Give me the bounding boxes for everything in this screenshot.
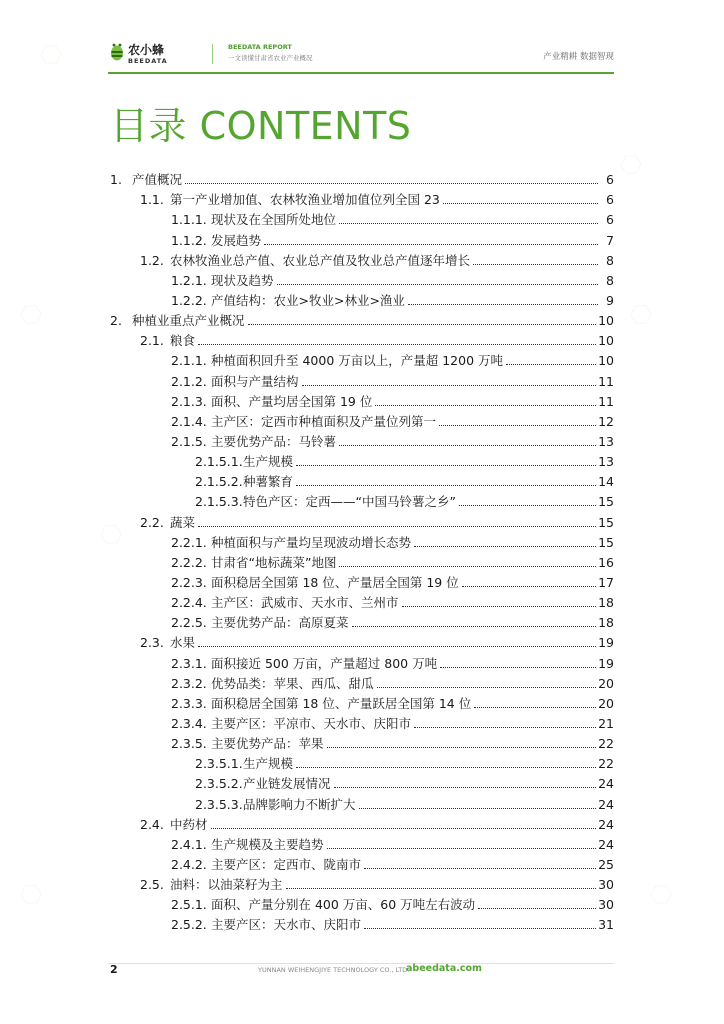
toc-dot-leader [339,223,598,224]
toc-entry-number: 2.1.3. [171,393,207,409]
toc-entry[interactable] [110,369,614,389]
toc-dot-leader [473,264,598,265]
toc-entry-number: 2.3.5.3. [195,796,243,812]
toc-dot-leader [339,445,596,446]
toc-entry-page: 20 [598,675,614,691]
toc-entry-title: 产业链发展情况 [243,776,331,792]
toc-entry-page: 6 [606,212,614,228]
toc-entry-title: 特色产区：定西——“中国马铃薯之乡” [243,494,456,510]
table-of-contents [110,168,614,933]
toc-entry-number: 2.5.1. [171,897,207,913]
toc-entry-number: 2.3.5.1. [195,756,243,772]
toc-entry-number: 1.2.1. [171,272,207,288]
toc-entry-title: 主产区：定西市种植面积及产量位列第一 [211,413,437,429]
toc-dot-leader [185,183,598,184]
watermark: ⬡ [13,296,50,334]
toc-entry-number: 2.3.2. [171,675,207,691]
toc-dot-leader [443,203,598,204]
toc-entry-page: 15 [598,534,614,550]
toc-entry-number: 2.2.4. [171,595,207,611]
toc-entry-number: 1. [110,172,122,188]
toc-entry[interactable] [110,591,614,611]
toc-entry[interactable] [110,551,614,571]
page-number: 2 [110,963,118,976]
toc-entry-page: 6 [606,172,614,188]
watermark: ⬡ [13,876,50,914]
toc-entry-number: 2.3. [140,635,164,651]
bee-logo-icon [108,42,126,62]
toc-dot-leader [198,646,596,647]
toc-entry-page: 10 [598,333,614,349]
toc-entry-page: 22 [598,756,614,772]
toc-entry-page: 20 [598,695,614,711]
page-header [108,40,614,74]
footer-company: YUNNAN WEIHENGJIYE TECHNOLOGY CO., LTD. [258,966,410,974]
toc-entry-page: 22 [598,736,614,752]
toc-dot-leader [402,606,597,607]
toc-entry[interactable] [110,309,614,329]
toc-entry-page: 11 [598,393,614,409]
toc-entry-number: 2.5.2. [171,917,207,933]
toc-entry-number: 2.1.2. [171,373,207,389]
toc-entry-page: 6 [606,192,614,208]
toc-entry-page: 31 [598,917,614,933]
toc-dot-leader [440,667,596,668]
toc-entry-page: 10 [598,313,614,329]
toc-entry-number: 2.4.1. [171,836,207,852]
page-title: 目录 CONTENTS [110,104,412,148]
toc-entry-number: 1.1.2. [171,232,207,248]
toc-entry-page: 14 [598,474,614,490]
toc-entry[interactable] [110,752,614,772]
toc-entry-title: 面积稳居全国第 18 位、产量居全国第 19 位 [211,574,459,590]
toc-entry-page: 18 [598,595,614,611]
toc-entry-title: 主要产区：定西市、陇南市 [211,856,362,872]
toc-entry-title: 蔬菜 [170,514,196,530]
toc-entry-page: 15 [598,514,614,530]
toc-dot-leader [377,687,597,688]
watermark: ⬡ [613,146,650,184]
toc-entry[interactable] [110,873,614,893]
toc-dot-leader [334,787,597,788]
toc-dot-leader [359,808,597,809]
toc-entry-number: 1.2. [140,252,164,268]
toc-entry-page: 17 [598,574,614,590]
toc-entry-page: 24 [598,836,614,852]
toc-entry-page: 10 [598,353,614,369]
toc-entry-title: 农林牧渔业总产值、农业总产值及牧业总产值逐年增长 [170,252,471,268]
toc-entry[interactable] [110,470,614,490]
toc-entry[interactable] [110,712,614,732]
toc-entry[interactable] [110,631,614,651]
toc-entry[interactable] [110,329,614,349]
toc-dot-leader [478,908,596,909]
toc-dot-leader [296,465,596,466]
toc-dot-leader [302,385,597,386]
toc-entry-number: 2.1.1. [171,353,207,369]
toc-entry-number: 2.3.1. [171,655,207,671]
footer-url[interactable]: abeedata.com [406,963,482,974]
toc-entry[interactable] [110,732,614,752]
toc-entry-page: 11 [598,373,614,389]
toc-entry[interactable] [110,168,614,188]
toc-entry-title: 第一产业增加值、农林牧渔业增加值位列全国 23 [170,192,440,208]
toc-entry-title: 主要产区：天水市、庆阳市 [211,917,362,933]
toc-entry-number: 2.1. [140,333,164,349]
toc-entry[interactable] [110,269,614,289]
toc-entry-number: 2.1.5. [171,433,207,449]
toc-entry-number: 2.1.5.1. [195,454,243,470]
toc-entry-number: 2.4.2. [171,856,207,872]
toc-dot-leader [459,505,596,506]
watermark: ⬡ [623,296,660,334]
toc-entry[interactable] [110,672,614,692]
toc-entry-number: 2.2.2. [171,554,207,570]
toc-dot-leader [414,727,596,728]
toc-entry-number: 2.2.3. [171,574,207,590]
toc-entry-page: 16 [598,554,614,570]
toc-entry-number: 1.2.2. [171,292,207,308]
toc-dot-leader [198,344,596,345]
toc-dot-leader [198,526,596,527]
toc-entry[interactable] [110,772,614,792]
toc-entry-page: 24 [598,816,614,832]
toc-entry-title: 生产规模 [243,454,294,470]
toc-entry-title: 面积稳居全国第 18 位、产量跃居全国第 14 位 [211,695,472,711]
header-divider [212,44,213,64]
toc-entry-number: 2.2.5. [171,615,207,631]
toc-entry-number: 2.3.5. [171,736,207,752]
toc-dot-leader [439,425,596,426]
toc-dot-leader [375,405,596,406]
watermark: ⬡ [643,876,680,914]
toc-entry-title: 中药材 [170,816,208,832]
toc-entry-number: 2.3.4. [171,715,207,731]
toc-entry-title: 主要优势产品：苹果 [211,736,324,752]
toc-dot-leader [474,707,596,708]
toc-entry-number: 1.1.1. [171,212,207,228]
toc-entry-page: 8 [606,272,614,288]
toc-dot-leader [506,364,596,365]
toc-entry-page: 13 [598,433,614,449]
toc-entry[interactable] [110,833,614,853]
toc-entry[interactable] [110,349,614,369]
toc-entry-title: 面积接近 500 万亩，产量超过 800 万吨 [211,655,438,671]
toc-dot-leader [277,284,598,285]
toc-entry-page: 30 [598,877,614,893]
toc-entry-number: 2. [110,313,122,329]
toc-entry[interactable] [110,430,614,450]
toc-entry-title: 甘肃省“地标蔬菜”地图 [211,554,337,570]
toc-entry-title: 优势品类：苹果、西瓜、甜瓜 [211,675,374,691]
toc-entry-number: 2.2. [140,514,164,530]
toc-dot-leader [414,546,596,547]
toc-entry-title: 产值结构：农业>牧业>林业>渔业 [211,292,405,308]
toc-dot-leader [211,828,597,829]
toc-entry-title: 主要产区：平凉市、天水市、庆阳市 [211,715,412,731]
toc-entry-number: 2.4. [140,816,164,832]
toc-entry[interactable] [110,208,614,228]
toc-entry-page: 15 [598,494,614,510]
toc-entry-title: 产值概况 [132,172,183,188]
toc-entry-title: 现状及在全国所处地位 [211,212,337,228]
toc-entry-title: 粮食 [170,333,196,349]
toc-dot-leader [462,586,596,587]
toc-dot-leader [296,485,596,486]
toc-entry-number: 2.3.3. [171,695,207,711]
toc-entry[interactable] [110,410,614,430]
toc-entry-title: 面积与产量结构 [211,373,299,389]
toc-entry-title: 种植面积与产量均呈现波动增长态势 [211,534,412,550]
toc-dot-leader [264,244,598,245]
toc-entry-page: 21 [598,715,614,731]
toc-entry[interactable] [110,913,614,933]
toc-entry[interactable] [110,893,614,913]
toc-dot-leader [327,848,597,849]
toc-entry-page: 13 [598,454,614,470]
logo-subtext: BEEDATA [128,57,168,65]
toc-entry-number: 2.1.5.2. [195,474,243,490]
toc-entry-title: 面积、产量均居全国第 19 位 [211,393,373,409]
toc-entry-title: 种植面积回升至 4000 万亩以上，产量超 1200 万吨 [211,353,504,369]
toc-entry-title: 生产规模及主要趋势 [211,836,324,852]
toc-entry-number: 2.1.4. [171,413,207,429]
toc-entry-title: 现状及趋势 [211,272,274,288]
toc-entry-page: 8 [606,252,614,268]
toc-dot-leader [408,304,598,305]
report-label: BEEDATA REPORT [228,43,292,51]
toc-dot-leader [352,626,597,627]
toc-entry-title: 生产规模 [243,756,294,772]
toc-entry[interactable] [110,611,614,631]
toc-dot-leader [339,566,596,567]
toc-entry[interactable] [110,510,614,530]
toc-entry-page: 19 [598,655,614,671]
toc-entry[interactable] [110,853,614,873]
watermark: ⬡ [93,516,130,554]
toc-entry[interactable] [110,651,614,671]
toc-dot-leader [364,868,596,869]
toc-dot-leader [296,767,596,768]
toc-entry[interactable] [110,390,614,410]
toc-entry-title: 发展趋势 [211,232,262,248]
toc-entry[interactable] [110,490,614,510]
toc-entry-page: 24 [598,796,614,812]
toc-entry-number: 2.2.1. [171,534,207,550]
toc-entry-page: 25 [598,856,614,872]
toc-entry[interactable] [110,450,614,470]
toc-entry-number: 1.1. [140,192,164,208]
toc-entry[interactable] [110,692,614,712]
toc-entry-number: 2.3.5.2. [195,776,243,792]
toc-entry[interactable] [110,188,614,208]
toc-entry-page: 7 [606,232,614,248]
toc-dot-leader [327,747,597,748]
toc-entry-title: 面积、产量分别在 400 万亩、60 万吨左右波动 [211,897,476,913]
toc-entry[interactable] [110,249,614,269]
toc-entry[interactable] [110,813,614,833]
toc-dot-leader [248,324,597,325]
toc-entry-title: 主要优势产品：马铃薯 [211,433,337,449]
report-subtitle: 一文读懂甘肃省农业产业概况 [228,54,313,62]
toc-entry-title: 主要优势产品：高原夏菜 [211,615,349,631]
toc-entry-page: 18 [598,615,614,631]
toc-entry-title: 主产区：武威市、天水市、兰州市 [211,595,399,611]
toc-entry[interactable] [110,571,614,591]
toc-entry-page: 12 [598,413,614,429]
toc-entry-page: 19 [598,635,614,651]
watermark: ⬡ [33,36,70,74]
toc-dot-leader [364,928,596,929]
toc-entry-title: 水果 [170,635,196,651]
toc-entry[interactable] [110,792,614,812]
toc-entry-title: 种薯繁育 [243,474,294,490]
toc-entry-page: 9 [606,292,614,308]
toc-entry[interactable] [110,289,614,309]
footer-rule [108,963,614,964]
toc-entry[interactable] [110,228,614,248]
header-tagline: 产业精耕 数据智现 [543,52,614,62]
toc-dot-leader [286,888,597,889]
toc-entry-number: 2.1.5.3. [195,494,243,510]
logo-text: 农小蜂 [128,43,165,57]
toc-entry[interactable] [110,531,614,551]
toc-entry-title: 油料：以油菜籽为主 [170,877,283,893]
header-rule [108,72,614,74]
toc-entry-page: 24 [598,776,614,792]
toc-entry-page: 30 [598,897,614,913]
toc-entry-title: 品牌影响力不断扩大 [243,796,356,812]
toc-entry-title: 种植业重点产业概况 [132,313,245,329]
toc-entry-number: 2.5. [140,877,164,893]
